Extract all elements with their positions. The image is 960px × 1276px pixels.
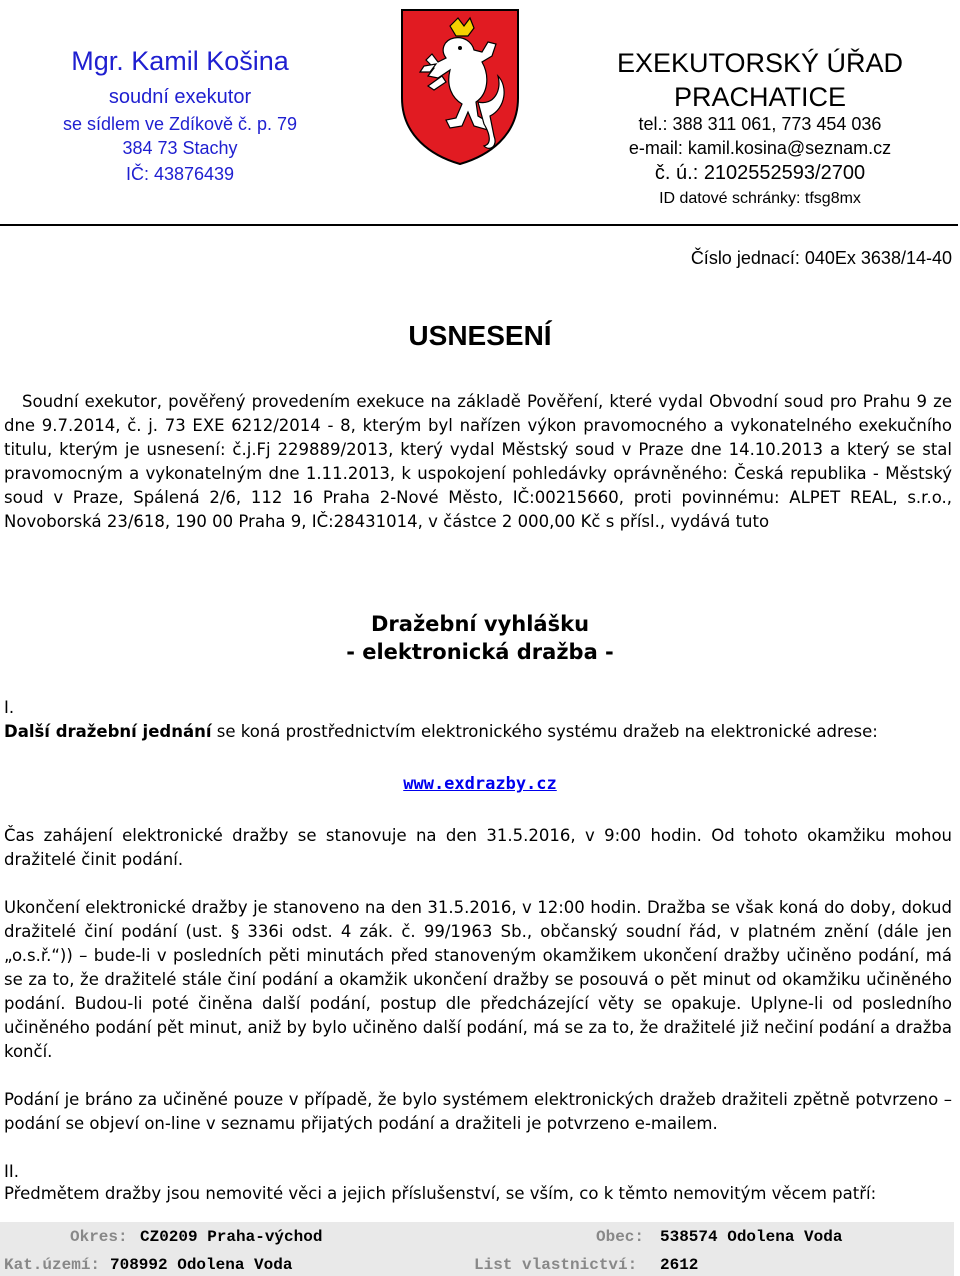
section-1-numeral: I. xyxy=(4,698,15,717)
section-1-lead-rest: se koná prostřednictvím elektronického systému dražeb na elektronické adrese: xyxy=(211,722,878,741)
district-label: Okres: xyxy=(70,1228,128,1246)
property-table-row-1 xyxy=(0,1222,954,1252)
cadastral-area-value: 708992 Odolena Voda xyxy=(110,1256,293,1274)
office-bank-account: č. ú.: 2102552593/2700 xyxy=(654,162,866,184)
office-email: e-mail: kamil.kosina@seznam.cz xyxy=(628,138,892,158)
office-databox: ID datové schránky: tfsg8mx xyxy=(659,190,861,207)
intro-paragraph xyxy=(4,390,952,534)
bailiff-ico: IČ: 43876439 xyxy=(125,164,235,184)
intro-text: Soudní exekutor, pověřený provedením exekuce na základě Pověření, které vydal Obvodní soud pro Prahu 9 ze dne 9.7.2014, č. j. 73 EXE 6212/2014 - 8, kterým byl nařízen výkon pravomocného a vykonatelného exekučního titulu, kterým je usnesení: č.j.Fj 229889/2013, který vydal Městský soud v Praze dne 14.10.2013 a který se stal pravomocným a vykonatelným dne 1.11.2013, k uspokojení pohledávky oprávněného: Česká republika - Městský soud v Praze, Spálená 2/6, 112 16 Praha 2-Nové Město, IČ:00215660, proti povinnému: ALPET REAL, s.r.o., Novoborská 23/618, 190 00 Praha 9, IČ:28431014, v částce 2 000,00 Kč s přísl., vydává tuto xyxy=(4,392,952,531)
ownership-sheet-value: 2612 xyxy=(660,1256,699,1274)
czech-lion-coat-of-arms-icon xyxy=(398,6,522,166)
auction-start-paragraph: Čas zahájení elektronické dražby se stanovuje na den 31.5.2016, v 9:00 hodin. Od tohoto okamžiku mohou dražitelé činit podání. xyxy=(4,826,952,869)
section-2-numeral: II. xyxy=(4,1162,19,1181)
office-name-line2: PRACHATICE xyxy=(673,82,847,112)
office-phone: tel.: 388 311 061, 773 454 036 xyxy=(638,114,882,134)
page-title: USNESENÍ xyxy=(408,320,552,351)
offer-confirmation-paragraph: Podání je bráno za učiněné pouze v případě, že bylo systémem elektronických dražeb dražiteli zpětně potvrzeno – podání se objeví on-line v seznamu přijatých podání a dražiteli je potvrzeno e-mailem. xyxy=(4,1090,952,1133)
subtitle-auction-notice: Dražební vyhlášku xyxy=(370,612,590,636)
subtitle-electronic-auction: - elektronická dražba - xyxy=(346,640,614,664)
bailiff-city: 384 73 Stachy xyxy=(122,138,238,158)
section-2-text: Předmětem dražby jsou nemovité věci a jejich příslušenství, se vším, co k těmto nemovitým věcem patří: xyxy=(4,1184,877,1203)
auction-end-paragraph: Ukončení elektronické dražby je stanoveno na den 31.5.2016, v 12:00 hodin. Dražba se však koná do doby, dokud dražitelé činí podání (ust. § 336i odst. 4 zák. č. 99/1963 Sb., občanský soudní řád, v platném znění (dále jen „o.s.ř.“)) – bude-li v posledních pěti minutách před stanoveným okamžikem ukončení dražby učiněno podání, má se za to, že dražitelé stále činí podání a okamžik ukončení dražby se posouvá o pět minut od okamžiku učiněného podání. Budou-li poté činěna další podání, postup dle předcházející věty se opakuje. Uplyne-li od posledního učiněného podání pět minut, aniž by bylo učiněno další podání, má se za to, že dražitelé již nečiní podání a dražba končí. xyxy=(4,898,952,1061)
bailiff-name: Mgr. Kamil Košina xyxy=(71,46,289,76)
bailiff-seat: se sídlem ve Zdíkově č. p. 79 xyxy=(62,114,298,134)
case-number: Číslo jednací: 040Ex 3638/14-40 xyxy=(690,248,952,268)
bailiff-role: soudní exekutor xyxy=(108,86,252,108)
ownership-sheet-label: List vlastnictví: xyxy=(474,1256,638,1274)
district-value: CZ0209 Praha-východ xyxy=(140,1228,323,1246)
section-1-lead xyxy=(4,720,952,744)
section-1-lead-bold: Další dražební jednání xyxy=(4,722,212,741)
office-name-line1: EXEKUTORSKÝ ÚŘAD xyxy=(616,48,904,78)
cadastral-area-label: Kat.území: xyxy=(4,1256,101,1274)
property-table-row-2 xyxy=(0,1252,954,1276)
auction-website-link[interactable]: www.exdrazby.cz xyxy=(403,774,557,794)
municipality-value: 538574 Odolena Voda xyxy=(660,1228,843,1246)
header-divider xyxy=(0,224,958,226)
municipality-label: Obec: xyxy=(596,1228,645,1246)
